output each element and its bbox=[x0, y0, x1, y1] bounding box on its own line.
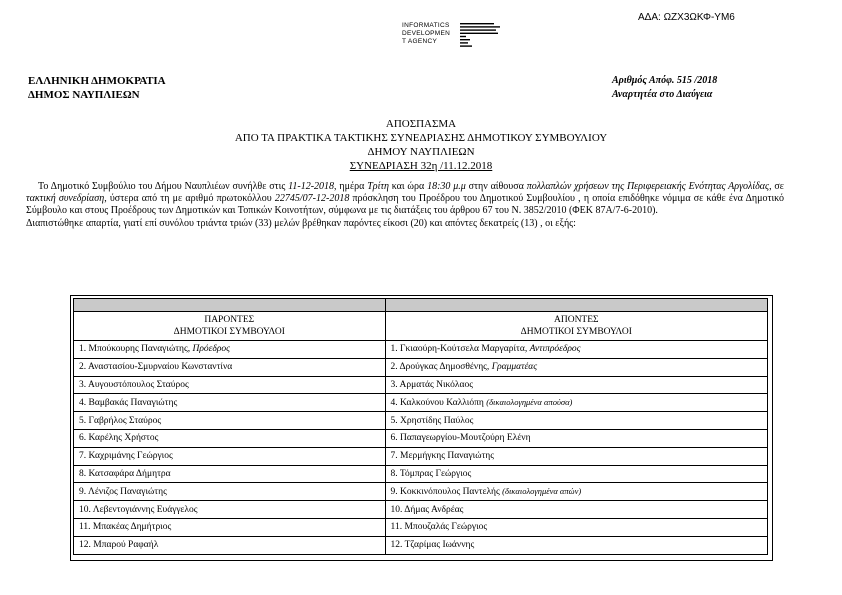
stamp-line-1: INFORMATICS bbox=[402, 22, 450, 29]
table-shaded-row bbox=[74, 299, 768, 312]
absent-member: 1. Γκιαούρη-Κούτσελα Μαργαρίτα, Αντιπρόεδρος bbox=[385, 341, 767, 359]
absent-member: 4. Καλκούνου Καλλιόπη (δικαιολογημένα απούσα) bbox=[385, 394, 767, 412]
absent-member: 9. Κοκκινόπουλος Παντελής (δικαιολογημένα απών) bbox=[385, 483, 767, 501]
present-member: 10. Λεβεντογιάννης Ευάγγελος bbox=[74, 501, 386, 519]
present-member: 2. Αναστασίου-Σμυρναίου Κωνσταντίνα bbox=[74, 358, 386, 376]
decision-number: Αριθμός Απόφ. 515 /2018 bbox=[612, 75, 718, 86]
table-row bbox=[74, 518, 768, 536]
stamp-line-2: DEVELOPMEN bbox=[402, 30, 451, 37]
present-member: 8. Κατσαφάρα Δήμητρα bbox=[74, 465, 386, 483]
absent-member: 12. Τζαρίμας Ιωάννης bbox=[385, 536, 767, 554]
table-row bbox=[74, 465, 768, 483]
decision-header bbox=[612, 74, 717, 102]
absent-header: ΑΠΟΝΤΕΣ ΔΗΜΟΤΙΚΟΙ ΣΥΜΒΟΥΛΟΙ bbox=[385, 312, 767, 341]
absent-member: 5. Χρηστίδης Παύλος bbox=[385, 412, 767, 430]
doc-title: ΑΠΟΣΠΑΣΜΑ bbox=[385, 118, 457, 130]
session-title: ΣΥΝΕΔΡΙΑΣΗ 32η /11.12.2018 bbox=[349, 160, 493, 172]
absent-member: 3. Αρματάς Νικόλαος bbox=[385, 376, 767, 394]
table-row bbox=[74, 358, 768, 376]
absent-member: 2. Δρούγκας Δημοσθένης, Γραμματέας bbox=[385, 358, 767, 376]
present-member: 3. Αυγουστόπουλος Σταύρος bbox=[74, 376, 386, 394]
absent-member: 10. Δήμας Ανδρέας bbox=[385, 501, 767, 519]
attendance-table bbox=[73, 298, 768, 555]
ada-code: ΑΔΑ: ΩΖΧ3ΩΚΦ-ΥΜ6 bbox=[638, 12, 735, 23]
issuer-header bbox=[28, 74, 166, 102]
table-row bbox=[74, 536, 768, 554]
present-member: 5. Γαβρήλος Σταύρος bbox=[74, 412, 386, 430]
republic-label: ΕΛΛΗΝΙΚΗ ΔΗΜΟΚΡΑΤΙΑ bbox=[28, 75, 166, 87]
municipality-label: ΔΗΜΟΣ ΝΑΥΠΛΙΕΩΝ bbox=[28, 89, 140, 101]
present-header: ΠΑΡΟΝΤΕΣ ΔΗΜΟΤΙΚΟΙ ΣΥΜΒΟΥΛΟΙ bbox=[74, 312, 386, 341]
stamp-fine-print bbox=[460, 23, 504, 49]
table-row bbox=[74, 501, 768, 519]
absent-member: 11. Μπουζαλάς Γεώργιος bbox=[385, 518, 767, 536]
absent-member: 7. Μερμήγκης Παναγιώτης bbox=[385, 447, 767, 465]
minutes-body bbox=[26, 181, 784, 230]
table-row bbox=[74, 376, 768, 394]
table-row bbox=[74, 447, 768, 465]
present-member: 7. Καχριμάνης Γεώργιος bbox=[74, 447, 386, 465]
present-member: 6. Καρέλης Χρήστος bbox=[74, 429, 386, 447]
absent-member: 6. Παπαγεωργίου-Μουτζούρη Ελένη bbox=[385, 429, 767, 447]
table-row bbox=[74, 341, 768, 359]
stamp-line-3: T AGENCY bbox=[402, 38, 438, 45]
table-header-row bbox=[74, 312, 768, 341]
present-member: 9. Λένιζος Παναγιώτης bbox=[74, 483, 386, 501]
present-member: 1. Μπούκουρης Παναγιώτης, Πρόεδρος bbox=[74, 341, 386, 359]
absent-member: 8. Τόμπρας Γεώργιος bbox=[385, 465, 767, 483]
table-row bbox=[74, 483, 768, 501]
present-member: 12. Μπαρού Ραφαήλ bbox=[74, 536, 386, 554]
table-row bbox=[74, 412, 768, 430]
table-row bbox=[74, 394, 768, 412]
present-member: 4. Βαμβακάς Παναγιώτης bbox=[74, 394, 386, 412]
informatics-agency-stamp bbox=[402, 22, 512, 52]
publish-note: Αναρτητέα στο Διαύγεια bbox=[612, 89, 713, 100]
doc-subtitle: ΑΠΟ ΤΑ ΠΡΑΚΤΙΚΑ ΤΑΚΤΙΚΗΣ ΣΥΝΕΔΡΙΑΣΗΣ ΔΗΜΟΤΙΚΟΥ ΣΥΜΒΟΥΛΙΟΥ bbox=[234, 132, 608, 144]
quorum-paragraph: Διαπιστώθηκε απαρτία, γιατί επί συνόλου τριάντα τριών (33) μελών βρέθηκαν παρόντες είκοσι (20) και απόντες δεκατρείς (13) , οι εξής: bbox=[26, 217, 576, 229]
present-member: 11. Μπακέας Δημήτριος bbox=[74, 518, 386, 536]
doc-municipality: ΔΗΜΟΥ ΝΑΥΠΛΙΕΩΝ bbox=[367, 146, 475, 158]
table-row bbox=[74, 429, 768, 447]
intro-paragraph: Το Δημοτικό Συμβούλιο του Δήμου Ναυπλιέων συνήλθε στις 11-12-2018, ημέρα Τρίτη και ώρα 18:30 μ.μ στην αίθουσα πολλαπλών χρήσεων της Περιφερειακής Ενότητας Αργολίδας, σε τακτική συνεδρίαση, ύστερα από τη με αριθμό πρωτοκόλλου 22745/07-12-2018 πρόσκληση του Προέδρου του Δημοτικού Συμβουλίου , η οποία επιδόθηκε νόμιμα σε κάθε ένα Δημοτικό Σύμβουλο και στους Προέδρους των Δημοτικών και Τοπικών Κοινοτήτων, σύμφωνα με τις διατάξεις του άρθρου 67 του Ν. 3852/2010 (ΦΕΚ 87Α/7-6-2010). bbox=[26, 181, 785, 217]
